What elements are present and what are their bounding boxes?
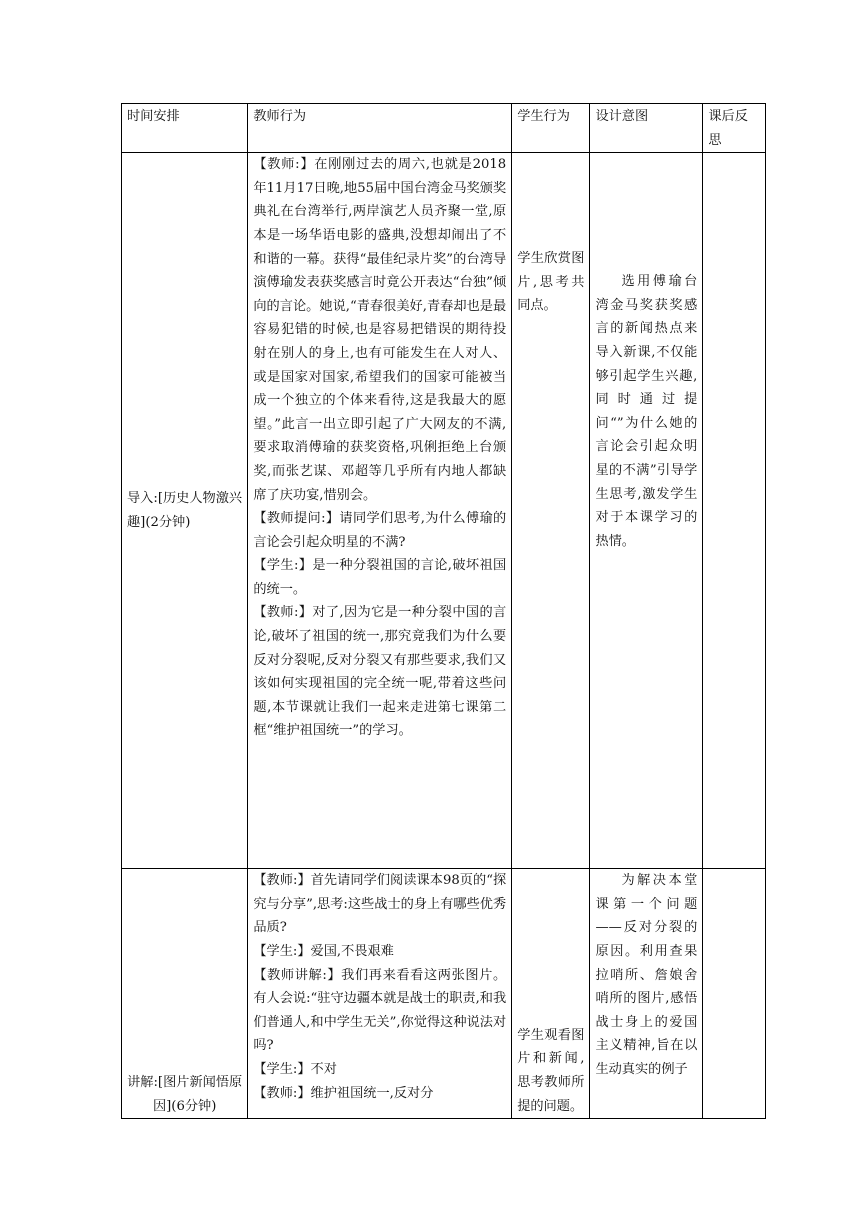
teacher-cell (248, 869, 512, 1119)
teacher-paragraph: 【教师:】首先请同学们阅读课本98页的“探究与分享”,思考:这些战士的身上有哪些优秀品质? (253, 873, 507, 936)
teacher-paragraph: 【教师:】在刚刚过去的周六,也就是2018年11月17日晚,地55届中国台湾金马奖颁奖典礼在台湾举行,两岸演艺人员齐聚一堂,原本是一场华语电影的盛典,没想却闹出了不和谐的一幕。获得“最佳纪录片奖”的台湾导演傅瑜发表获奖感言时竟公开表达“台独”倾向的言论。她说,“青春很美好,青春却也是最容易犯错的时候,也是容易把错误的期待投射在别人的身上,也有可能发生在人对人、或是国家对国家,希望我们的国家可能被当成一个独立的个体来看待,这是我最大的愿望。”此言一出立即引起了广大网友的不满,要求取消傅瑜的获奖资格,巩俐拒绝上台颁奖,而张艺谋、邓超等几乎所有内地人都缺席了庆功宴,惜别会。 (253, 157, 507, 503)
header-time: 时间安排 (122, 104, 248, 153)
teacher-paragraph: 【学生:】不对 (253, 1061, 337, 1077)
design-cell: 为解决本堂课第一个问题——反对分裂的原因。利用查果拉哨所、詹娘舍哨所的图片,感悟战士身上的爱国主义精神,旨在以生动真实的例子 (590, 869, 703, 1119)
teacher-paragraph: 【教师讲解:】我们再来看看这两张图片。有人会说:“驻守边疆本就是战士的职责,和我们普通人,和中学生无关”,你觉得这种说法对吗? (253, 967, 507, 1054)
student-cell: 学生欣赏图片,思考共同点。 (512, 153, 590, 869)
teacher-paragraph: 【教师:】对了,因为它是一种分裂中国的言论,破坏了祖国的统一,那究竟我们为什么要反对分裂呢,反对分裂又有那些要求,我们又该如何实现祖国的完全统一呢,带着这些问题,本节课就让我们一起来走进第七课第二框“维护祖国统一”的学习。 (253, 605, 507, 739)
table-row (122, 153, 766, 869)
header-student-behavior: 学生行为 (512, 104, 590, 153)
time-cell: 导入:[历史人物激兴趣](2分钟) (122, 153, 248, 869)
reflection-cell (703, 153, 766, 869)
student-cell: 学生观看图片和新闻,思考教师所提的问题。 (512, 869, 590, 1119)
header-design-intent: 设计意图 (590, 104, 703, 153)
design-cell: 选用傅瑜台湾金马奖获奖感言的新闻热点来导入新课,不仅能够引起学生兴趣,同时通过提问“”为什么她的言论会引起众明星的不满”引导学生思考,激发学生对于本课学习的热情。 (590, 153, 703, 869)
table-header-row (122, 104, 766, 153)
teacher-paragraph: 【教师提问:】请同学们思考,为什么傅瑜的言论会引起众明星的不满? (253, 511, 507, 550)
teacher-cell (248, 153, 512, 869)
header-teacher-behavior: 教师行为 (248, 104, 512, 153)
teacher-paragraph: 【教师:】维护祖国统一,反对分 (253, 1085, 434, 1101)
teacher-paragraph: 【学生:】是一种分裂祖国的言论,破坏祖国的统一。 (253, 558, 507, 597)
teacher-paragraph: 【学生:】爱国,不畏艰难 (253, 943, 394, 959)
table-row (122, 869, 766, 1119)
lesson-plan-table (121, 103, 766, 1119)
reflection-cell (703, 869, 766, 1119)
header-reflection: 课后反思 (703, 104, 766, 153)
time-cell: 讲解:[图片新闻悟原因](6分钟) (122, 869, 248, 1119)
